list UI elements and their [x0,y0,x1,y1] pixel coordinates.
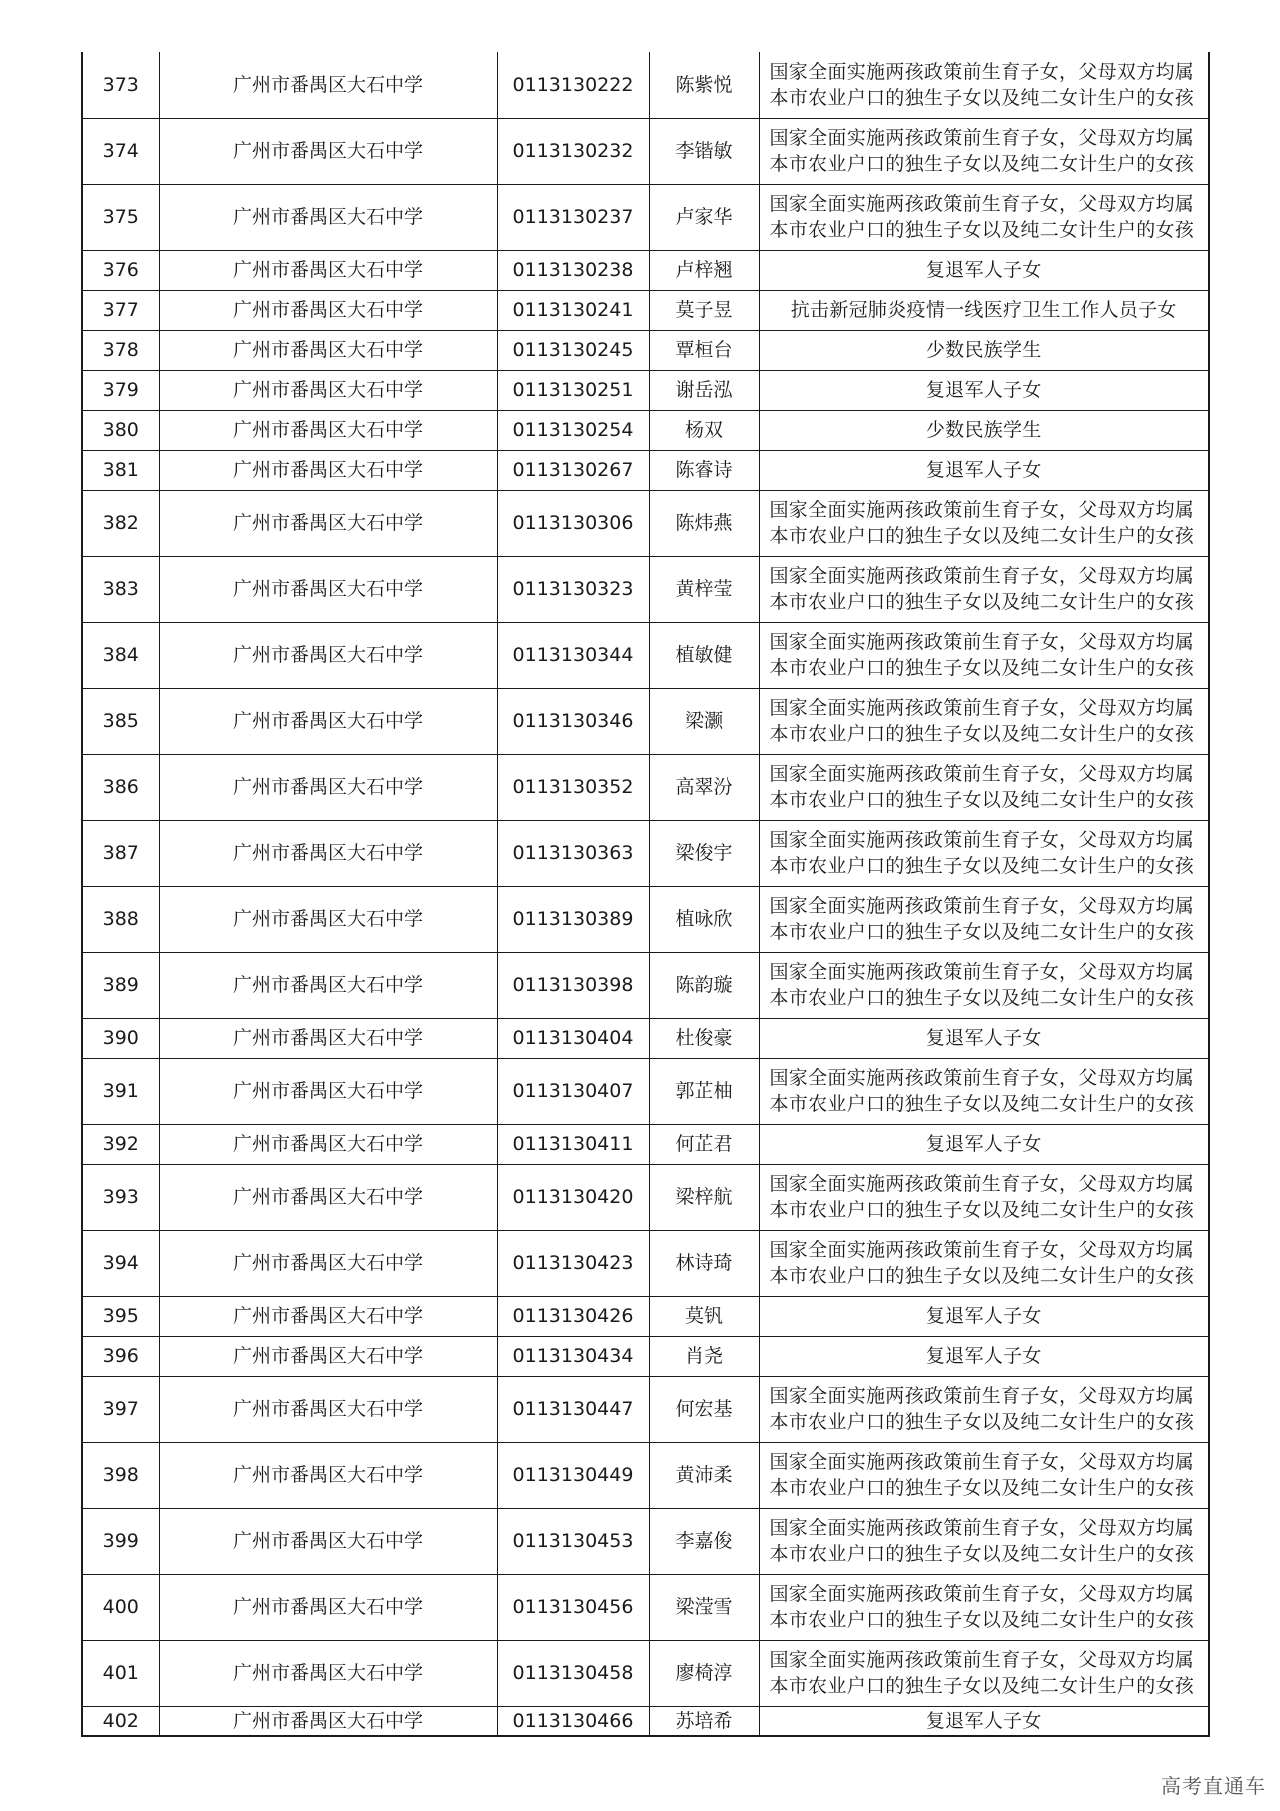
student-name-cell: 廖椅淳 [649,1640,759,1706]
table-row [82,1574,1209,1640]
row-number-cell: 391 [82,1058,159,1124]
table-row [82,1124,1209,1164]
student-name-cell: 梁灏 [649,688,759,754]
exam-id-cell: 0113130420 [497,1164,649,1230]
row-number-cell: 378 [82,330,159,370]
table-row [82,290,1209,330]
exam-id-cell: 0113130306 [497,490,649,556]
row-number-cell: 375 [82,184,159,250]
school-cell: 广州市番禺区大石中学 [159,754,497,820]
exam-id-cell: 0113130237 [497,184,649,250]
category-cell: 国家全面实施两孩政策前生育子女，父母双方均属本市农业户口的独生子女以及纯二女计生户的女孩 [759,1376,1209,1442]
student-name-cell: 杜俊豪 [649,1018,759,1058]
category-cell: 抗击新冠肺炎疫情一线医疗卫生工作人员子女 [759,290,1209,330]
student-name-cell: 黄梓莹 [649,556,759,622]
exam-id-cell: 0113130466 [497,1706,649,1736]
row-number-cell: 386 [82,754,159,820]
row-number-cell: 374 [82,118,159,184]
category-cell: 国家全面实施两孩政策前生育子女，父母双方均属本市农业户口的独生子女以及纯二女计生户的女孩 [759,118,1209,184]
exam-id-cell: 0113130423 [497,1230,649,1296]
exam-id-cell: 0113130411 [497,1124,649,1164]
student-name-cell: 梁俊宇 [649,820,759,886]
exam-id-cell: 0113130251 [497,370,649,410]
row-number-cell: 395 [82,1296,159,1336]
table-row [82,1336,1209,1376]
table-row [82,450,1209,490]
school-cell: 广州市番禺区大石中学 [159,952,497,1018]
category-cell: 国家全面实施两孩政策前生育子女，父母双方均属本市农业户口的独生子女以及纯二女计生户的女孩 [759,184,1209,250]
category-cell: 复退军人子女 [759,250,1209,290]
category-cell: 少数民族学生 [759,330,1209,370]
student-name-cell: 谢岳泓 [649,370,759,410]
school-cell: 广州市番禺区大石中学 [159,370,497,410]
exam-id-cell: 0113130404 [497,1018,649,1058]
student-name-cell: 陈韵璇 [649,952,759,1018]
table-row [82,1640,1209,1706]
exam-id-cell: 0113130352 [497,754,649,820]
table-row [82,118,1209,184]
student-name-cell: 卢家华 [649,184,759,250]
table-row [82,1706,1209,1736]
row-number-cell: 401 [82,1640,159,1706]
exam-id-cell: 0113130426 [497,1296,649,1336]
school-cell: 广州市番禺区大石中学 [159,1640,497,1706]
table-row [82,820,1209,886]
exam-id-cell: 0113130323 [497,556,649,622]
category-cell: 国家全面实施两孩政策前生育子女，父母双方均属本市农业户口的独生子女以及纯二女计生户的女孩 [759,1230,1209,1296]
admission-list-table [81,52,1210,1737]
student-name-cell: 覃桓台 [649,330,759,370]
student-name-cell: 郭芷柚 [649,1058,759,1124]
table-row [82,490,1209,556]
exam-id-cell: 0113130456 [497,1574,649,1640]
category-cell: 国家全面实施两孩政策前生育子女，父母双方均属本市农业户口的独生子女以及纯二女计生户的女孩 [759,754,1209,820]
table-row [82,1376,1209,1442]
row-number-cell: 394 [82,1230,159,1296]
exam-id-cell: 0113130453 [497,1508,649,1574]
student-name-cell: 陈睿诗 [649,450,759,490]
row-number-cell: 373 [82,52,159,118]
exam-id-cell: 0113130267 [497,450,649,490]
student-name-cell: 李锴敏 [649,118,759,184]
table-row [82,1508,1209,1574]
student-name-cell: 莫子昱 [649,290,759,330]
category-cell: 国家全面实施两孩政策前生育子女，父母双方均属本市农业户口的独生子女以及纯二女计生户的女孩 [759,556,1209,622]
school-cell: 广州市番禺区大石中学 [159,622,497,688]
table-row [82,250,1209,290]
student-name-cell: 梁滢雪 [649,1574,759,1640]
table-row [82,1230,1209,1296]
school-cell: 广州市番禺区大石中学 [159,450,497,490]
exam-id-cell: 0113130241 [497,290,649,330]
student-name-cell: 杨双 [649,410,759,450]
exam-id-cell: 0113130447 [497,1376,649,1442]
category-cell: 国家全面实施两孩政策前生育子女，父母双方均属本市农业户口的独生子女以及纯二女计生户的女孩 [759,1058,1209,1124]
category-cell: 复退军人子女 [759,450,1209,490]
category-cell: 复退军人子女 [759,1336,1209,1376]
row-number-cell: 387 [82,820,159,886]
table-row [82,1296,1209,1336]
school-cell: 广州市番禺区大石中学 [159,52,497,118]
school-cell: 广州市番禺区大石中学 [159,118,497,184]
student-name-cell: 李嘉俊 [649,1508,759,1574]
table-row [82,1058,1209,1124]
row-number-cell: 396 [82,1336,159,1376]
category-cell: 国家全面实施两孩政策前生育子女，父母双方均属本市农业户口的独生子女以及纯二女计生户的女孩 [759,1508,1209,1574]
table-row [82,52,1209,118]
school-cell: 广州市番禺区大石中学 [159,330,497,370]
table-row [82,556,1209,622]
category-cell: 国家全面实施两孩政策前生育子女，父母双方均属本市农业户口的独生子女以及纯二女计生户的女孩 [759,622,1209,688]
category-cell: 国家全面实施两孩政策前生育子女，父母双方均属本市农业户口的独生子女以及纯二女计生户的女孩 [759,688,1209,754]
table-row [82,952,1209,1018]
school-cell: 广州市番禺区大石中学 [159,688,497,754]
table-row [82,410,1209,450]
student-name-cell: 卢梓翘 [649,250,759,290]
student-name-cell: 黄沛柔 [649,1442,759,1508]
student-name-cell: 何芷君 [649,1124,759,1164]
row-number-cell: 385 [82,688,159,754]
school-cell: 广州市番禺区大石中学 [159,1508,497,1574]
category-cell: 国家全面实施两孩政策前生育子女，父母双方均属本市农业户口的独生子女以及纯二女计生户的女孩 [759,1442,1209,1508]
category-cell: 国家全面实施两孩政策前生育子女，父母双方均属本市农业户口的独生子女以及纯二女计生户的女孩 [759,1164,1209,1230]
category-cell: 少数民族学生 [759,410,1209,450]
table-row [82,370,1209,410]
category-cell: 复退军人子女 [759,1296,1209,1336]
category-cell: 复退军人子女 [759,1706,1209,1736]
row-number-cell: 397 [82,1376,159,1442]
exam-id-cell: 0113130346 [497,688,649,754]
school-cell: 广州市番禺区大石中学 [159,290,497,330]
school-cell: 广州市番禺区大石中学 [159,1164,497,1230]
table-row [82,754,1209,820]
exam-id-cell: 0113130344 [497,622,649,688]
row-number-cell: 382 [82,490,159,556]
category-cell: 复退军人子女 [759,1018,1209,1058]
school-cell: 广州市番禺区大石中学 [159,410,497,450]
row-number-cell: 402 [82,1706,159,1736]
school-cell: 广州市番禺区大石中学 [159,184,497,250]
student-name-cell: 高翠汾 [649,754,759,820]
table-row [82,1442,1209,1508]
row-number-cell: 400 [82,1574,159,1640]
category-cell: 国家全面实施两孩政策前生育子女，父母双方均属本市农业户口的独生子女以及纯二女计生户的女孩 [759,1574,1209,1640]
category-cell: 复退军人子女 [759,1124,1209,1164]
table-row [82,1018,1209,1058]
student-name-cell: 梁梓航 [649,1164,759,1230]
student-name-cell: 何宏基 [649,1376,759,1442]
exam-id-cell: 0113130407 [497,1058,649,1124]
category-cell: 国家全面实施两孩政策前生育子女，父母双方均属本市农业户口的独生子女以及纯二女计生户的女孩 [759,952,1209,1018]
row-number-cell: 390 [82,1018,159,1058]
row-number-cell: 392 [82,1124,159,1164]
row-number-cell: 379 [82,370,159,410]
student-name-cell: 肖尧 [649,1336,759,1376]
table-row [82,886,1209,952]
row-number-cell: 381 [82,450,159,490]
category-cell: 国家全面实施两孩政策前生育子女，父母双方均属本市农业户口的独生子女以及纯二女计生户的女孩 [759,820,1209,886]
row-number-cell: 389 [82,952,159,1018]
row-number-cell: 376 [82,250,159,290]
watermark-logo: 高考直通车 [1161,1774,1266,1798]
row-number-cell: 380 [82,410,159,450]
student-name-cell: 陈紫悦 [649,52,759,118]
school-cell: 广州市番禺区大石中学 [159,1336,497,1376]
student-name-cell: 植咏欣 [649,886,759,952]
table-row [82,1164,1209,1230]
exam-id-cell: 0113130363 [497,820,649,886]
category-cell: 国家全面实施两孩政策前生育子女，父母双方均属本市农业户口的独生子女以及纯二女计生户的女孩 [759,886,1209,952]
exam-id-cell: 0113130434 [497,1336,649,1376]
row-number-cell: 383 [82,556,159,622]
school-cell: 广州市番禺区大石中学 [159,250,497,290]
row-number-cell: 399 [82,1508,159,1574]
category-cell: 国家全面实施两孩政策前生育子女，父母双方均属本市农业户口的独生子女以及纯二女计生户的女孩 [759,52,1209,118]
table-row [82,330,1209,370]
exam-id-cell: 0113130458 [497,1640,649,1706]
school-cell: 广州市番禺区大石中学 [159,1058,497,1124]
exam-id-cell: 0113130398 [497,952,649,1018]
school-cell: 广州市番禺区大石中学 [159,1706,497,1736]
student-name-cell: 莫钒 [649,1296,759,1336]
school-cell: 广州市番禺区大石中学 [159,1296,497,1336]
exam-id-cell: 0113130238 [497,250,649,290]
category-cell: 复退军人子女 [759,370,1209,410]
student-name-cell: 植敏健 [649,622,759,688]
row-number-cell: 388 [82,886,159,952]
school-cell: 广州市番禺区大石中学 [159,1230,497,1296]
table-row [82,622,1209,688]
row-number-cell: 384 [82,622,159,688]
school-cell: 广州市番禺区大石中学 [159,490,497,556]
student-name-cell: 陈炜燕 [649,490,759,556]
student-name-cell: 林诗琦 [649,1230,759,1296]
school-cell: 广州市番禺区大石中学 [159,1018,497,1058]
row-number-cell: 377 [82,290,159,330]
school-cell: 广州市番禺区大石中学 [159,1124,497,1164]
exam-id-cell: 0113130232 [497,118,649,184]
row-number-cell: 393 [82,1164,159,1230]
category-cell: 国家全面实施两孩政策前生育子女，父母双方均属本市农业户口的独生子女以及纯二女计生户的女孩 [759,1640,1209,1706]
table-body [82,52,1209,1736]
exam-id-cell: 0113130245 [497,330,649,370]
student-name-cell: 苏培希 [649,1706,759,1736]
school-cell: 广州市番禺区大石中学 [159,886,497,952]
table-row [82,184,1209,250]
school-cell: 广州市番禺区大石中学 [159,1442,497,1508]
exam-id-cell: 0113130449 [497,1442,649,1508]
school-cell: 广州市番禺区大石中学 [159,1376,497,1442]
table-row [82,688,1209,754]
exam-id-cell: 0113130254 [497,410,649,450]
row-number-cell: 398 [82,1442,159,1508]
school-cell: 广州市番禺区大石中学 [159,556,497,622]
exam-id-cell: 0113130389 [497,886,649,952]
school-cell: 广州市番禺区大石中学 [159,820,497,886]
school-cell: 广州市番禺区大石中学 [159,1574,497,1640]
category-cell: 国家全面实施两孩政策前生育子女，父母双方均属本市农业户口的独生子女以及纯二女计生户的女孩 [759,490,1209,556]
exam-id-cell: 0113130222 [497,52,649,118]
